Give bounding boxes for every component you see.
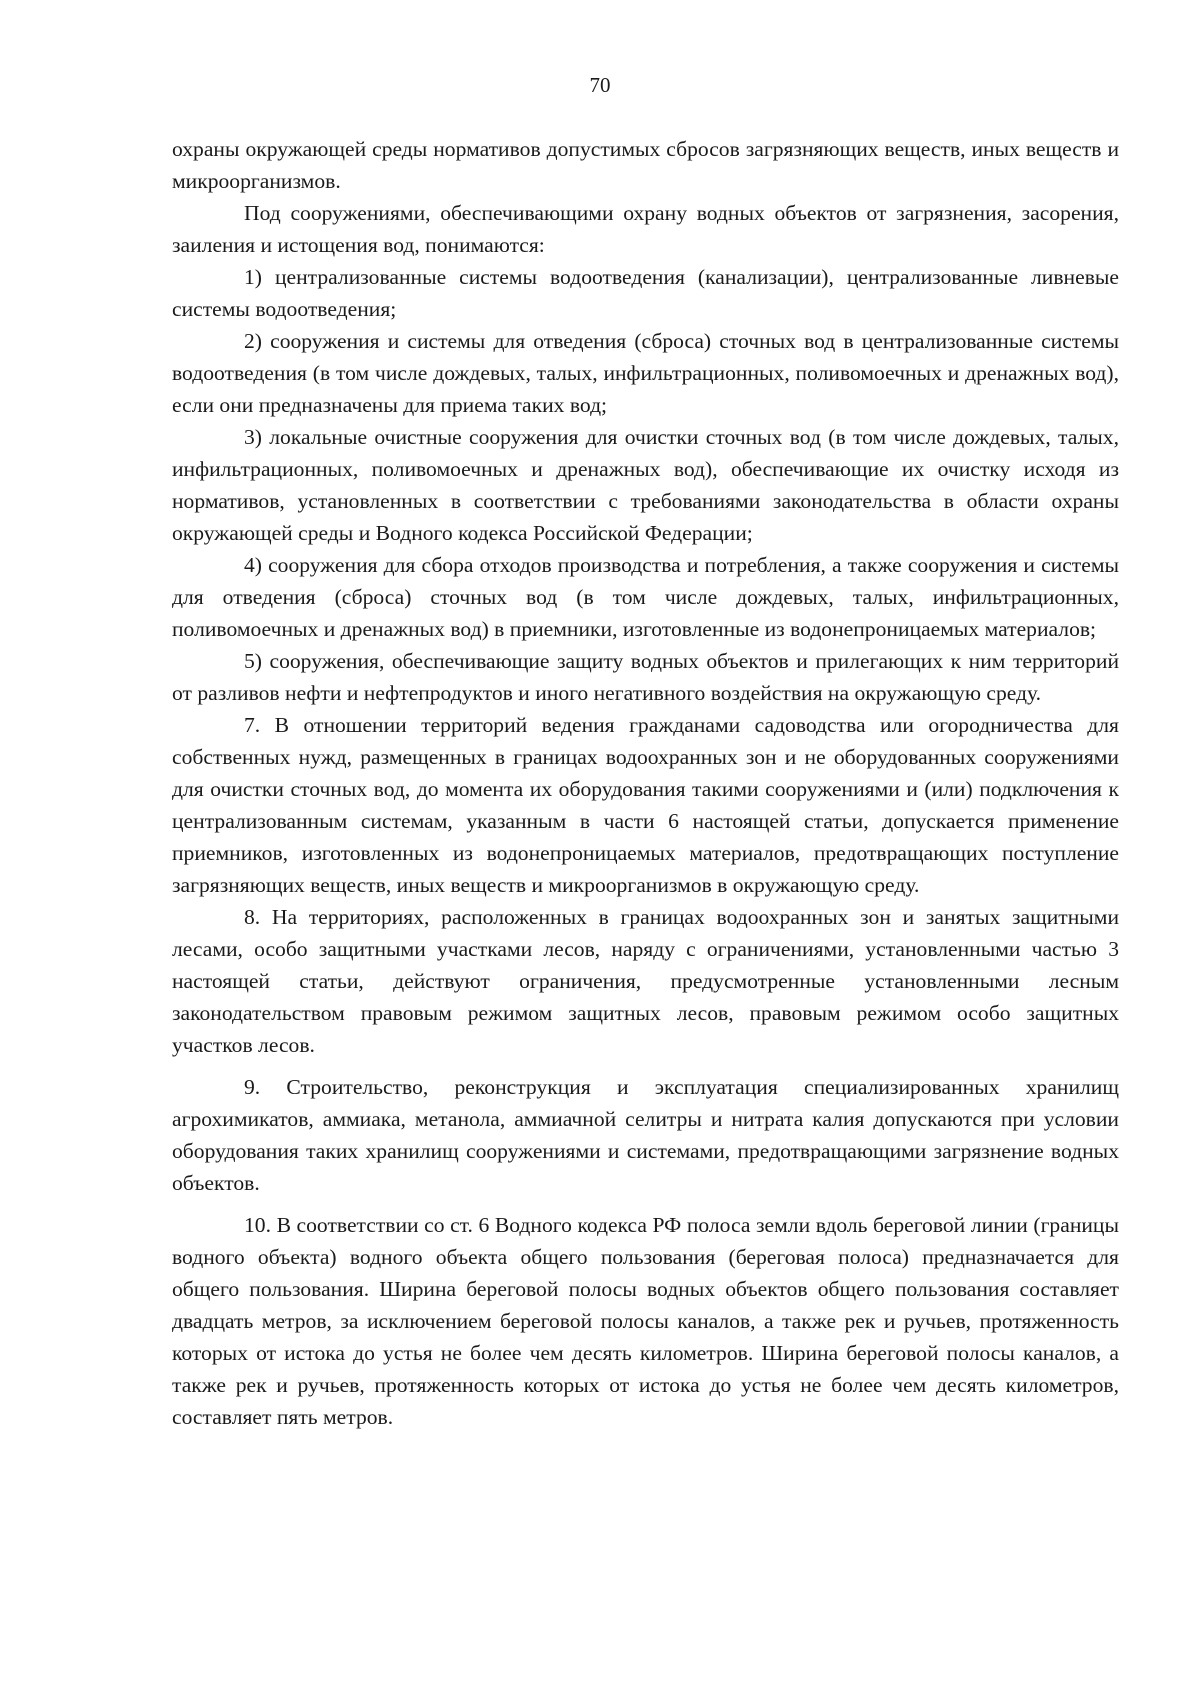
document-body [172,133,1119,1433]
paragraph-section-9: 9. Строительство, реконструкция и эксплуатация специализированных хранилищ агрохимикатов, аммиака, метанола, аммиачной селитры и нитрата калия допускаются при условии оборудования таких хранилищ сооружениями и системами, предотвращающими загрязнение водных объектов. [172,1075,1119,1195]
paragraph-continuation: охраны окружающей среды нормативов допустимых сбросов загрязняющих веществ, иных веществ и микроорганизмов. [172,137,1119,193]
list-item-5: 5) сооружения, обеспечивающие защиту водных объектов и прилегающих к ним территорий от разливов нефти и нефтепродуктов и иного негативного воздействия на окружающую среду. [172,649,1119,705]
paragraph-section-7: 7. В отношении территорий ведения гражданами садоводства или огородничества для собственных нужд, размещенных в границах водоохранных зон и не оборудованных сооружениями для очистки сточных вод, до момента их оборудования такими сооружениями и (или) подключения к централизованным системам, указанным в части 6 настоящей статьи, допускается применение приемников, изготовленных из водонепроницаемых материалов, предотвращающих поступление загрязняющих веществ, иных веществ и микроорганизмов в окружающую среду. [172,713,1119,897]
list-item-3: 3) локальные очистные сооружения для очистки сточных вод (в том числе дождевых, талых, инфильтрационных, поливомоечных и дренажных вод), обеспечивающие их очистку исходя из нормативов, установленных в соответствии с требованиями законодательства в области охраны окружающей среды и Водного кодекса Российской Федерации; [172,425,1119,545]
paragraph-section-8: 8. На территориях, расположенных в границах водоохранных зон и занятых защитными лесами, особо защитными участками лесов, наряду с ограничениями, установленными частью 3 настоящей статьи, действуют ограничения, предусмотренные установленными лесным законодательством правовым режимом защитных лесов, правовым режимом особо защитных участков лесов. [172,905,1119,1057]
page-number: 70 [589,73,611,97]
list-item-1: 1) централизованные системы водоотведения (канализации), централизованные ливневые системы водоотведения; [172,265,1119,321]
list-item-2: 2) сооружения и системы для отведения (сброса) сточных вод в централизованные системы водоотведения (в том числе дождевых, талых, инфильтрационных, поливомоечных и дренажных вод), если они предназначены для приема таких вод; [172,329,1119,417]
paragraph-section-10: 10. В соответствии со ст. 6 Водного кодекса РФ полоса земли вдоль береговой линии (границы водного объекта) водного объекта общего пользования (береговая полоса) предназначается для общего пользования. Ширина береговой полосы водных объектов общего пользования составляет двадцать метров, за исключением береговой полосы каналов, а также рек и ручьев, протяженность которых от истока до устья не более чем десять километров. Ширина береговой полосы каналов, а также рек и ручьев, протяженность которых от истока до устья не более чем десять километров, составляет пять метров. [172,1213,1119,1429]
paragraph-definition-intro: Под сооружениями, обеспечивающими охрану водных объектов от загрязнения, засорения, заиления и истощения вод, понимаются: [172,201,1119,257]
list-item-4: 4) сооружения для сбора отходов производства и потребления, а также сооружения и системы для отведения (сброса) сточных вод (в том числе дождевых, талых, инфильтрационных, поливомоечных и дренажных вод) в приемники, изготовленные из водонепроницаемых материалов; [172,553,1119,641]
